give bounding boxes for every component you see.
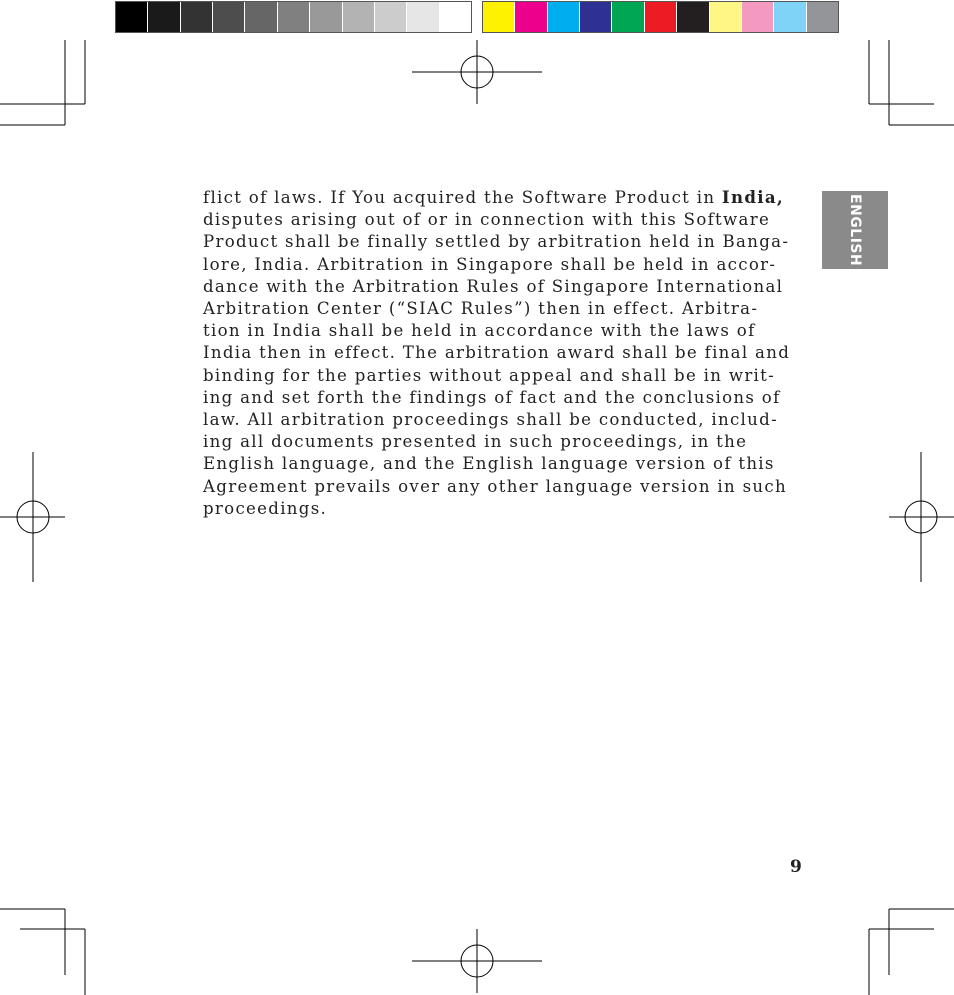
language-tab: [822, 191, 888, 269]
page-number: 9: [790, 857, 802, 877]
paragraph-line: flict of laws. If You acquired the Software Product in India,: [203, 187, 784, 207]
paragraph-line: India then in effect. The arbitration award shall be final and: [203, 343, 791, 363]
paragraph-line: Agreement prevails over any other language version in such: [203, 476, 787, 496]
bold-country: India,: [721, 187, 784, 207]
paragraph-line: dance with the Arbitration Rules of Singapore International: [203, 276, 784, 296]
paragraph-line: ing and set forth the findings of fact and the conclusions of: [203, 387, 781, 407]
paragraph-line: English language, and the English language version of this: [203, 454, 775, 474]
paragraph-line: ing all documents presented in such proceedings, in the: [203, 432, 748, 452]
paragraph-line: lore, India. Arbitration in Singapore shall be held in accor-: [203, 254, 777, 274]
paragraph-line: tion in India shall be held in accordance with the laws of: [203, 321, 756, 341]
arbitration-paragraph: [203, 186, 813, 520]
language-tab-label: ENGLISH: [847, 193, 863, 267]
paragraph-line: Product shall be finally settled by arbitration held in Banga-: [203, 232, 790, 252]
paragraph-line: law. All arbitration proceedings shall be conducted, includ-: [203, 410, 778, 430]
paragraph-line: proceedings.: [203, 498, 328, 518]
paragraph-line: Arbitration Center (“SIAC Rules”) then in effect. Arbitra-: [203, 299, 759, 319]
paragraph-line: binding for the parties without appeal and shall be in writ-: [203, 365, 776, 385]
paragraph-line: disputes arising out of or in connection with this Software: [203, 210, 771, 230]
